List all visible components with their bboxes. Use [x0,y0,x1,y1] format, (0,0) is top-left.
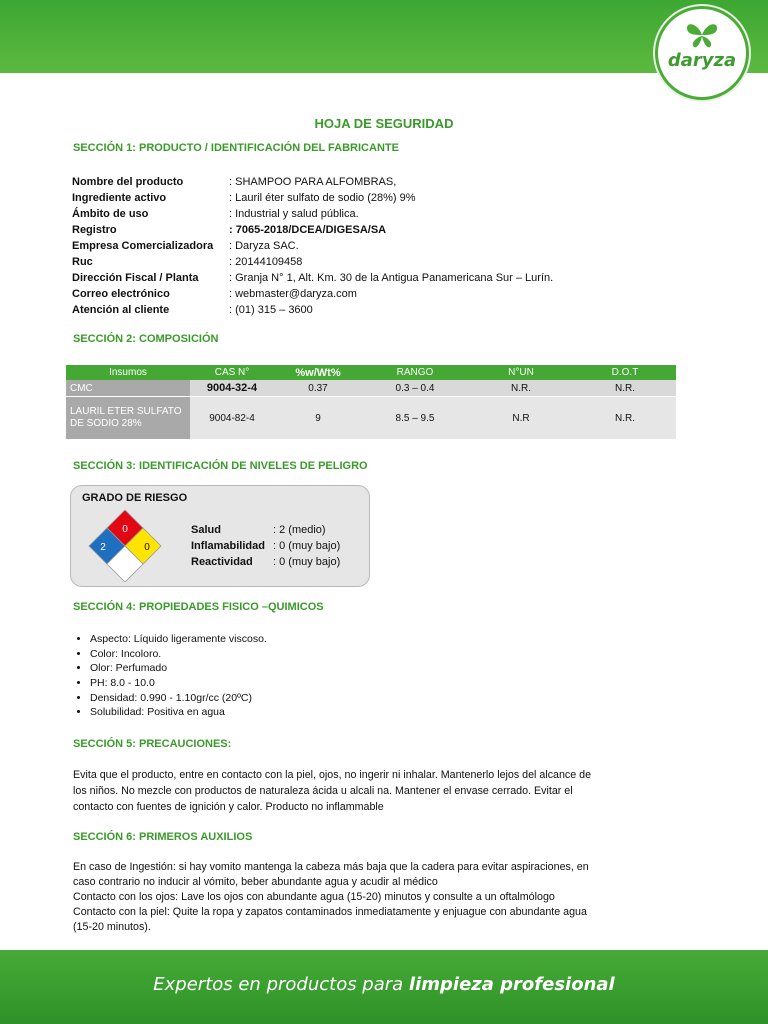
row-label: Reactividad [191,556,253,568]
row-label: Nombre del producto [72,176,184,188]
address-row [72,270,553,286]
column-header: %w/Wt% [274,365,362,380]
column-header: RANGO [362,365,468,380]
customer-service-row [72,302,553,318]
text-line: En caso de Ingestión: si hay vomito mantenga la cabeza más baja que la cadera para evitar aspiraciones, en [73,861,589,873]
table-cell: 9004-82-4 [190,397,274,440]
table-cell: 9004-32-4 [190,380,274,397]
reactivity-row [191,554,340,570]
table-cell: CMC [66,380,190,397]
first-aid-text [73,860,643,935]
section6-heading: SECCIÓN 6: PRIMEROS AUXILIOS [73,831,253,843]
slogan-bold: limpieza profesional [408,974,615,995]
text-line: los niños. No mezcle con productos de naturaleza ácida u alcali na. Mantener el envase cerrado. Evitar el [73,785,573,797]
section4-heading: SECCIÓN 4: PROPIEDADES FISICO –QUIMICOS [73,601,324,613]
product-identification [72,174,553,318]
row-value: : SHAMPOO PARA ALFOMBRAS, [229,176,397,188]
properties-list [73,632,267,720]
footer-slogan [0,974,768,995]
table-row [66,380,676,397]
flammability-value: 0 [122,524,128,535]
text-line: (15-20 minutos). [73,921,151,933]
slogan-plain: Expertos en productos para [153,974,409,995]
row-label: Ámbito de uso [72,208,149,220]
health-row [191,522,340,538]
section3-heading: SECCIÓN 3: IDENTIFICACIÓN DE NIVELES DE PELIGRO [73,460,368,472]
table-cell: N.R. [574,380,676,397]
table-cell: N.R [468,397,574,440]
row-label: Correo electrónico [72,288,170,300]
section1-heading: SECCIÓN 1: PRODUCTO / IDENTIFICACIÓN DEL FABRICANTE [73,142,399,154]
row-label: Dirección Fiscal / Planta [72,272,199,284]
column-header: CAS N° [190,365,274,380]
document-title: HOJA DE SEGURIDAD [314,116,454,131]
table-cell: 0.3 – 0.4 [362,380,468,397]
row-value: : 2 (medio) [273,524,326,536]
list-item: • Solubilidad: Positiva en agua [90,705,267,720]
use-scope-row [72,206,553,222]
row-value: : Daryza SAC. [229,240,299,252]
company-row [72,238,553,254]
risk-grade-box [70,485,370,587]
precautions-text [73,767,643,815]
reactivity-value: 0 [144,542,150,553]
flammability-row [191,538,340,554]
column-header: N°UN [468,365,574,380]
registry-row [72,222,553,238]
list-item: • PH: 8.0 - 10.0 [90,676,267,691]
list-item: • Densidad: 0.990 - 1.10gr/cc (20ºC) [90,691,267,706]
header-bar [0,0,768,73]
section5-heading: SECCIÓN 5: PRECAUCIONES: [73,738,232,750]
row-label: Empresa Comercializadora [72,240,214,252]
nfpa-diamond-icon [85,510,165,582]
table-cell: 0.37 [274,380,362,397]
text-line: Contacto con los ojos: Lave los ojos con abundante agua (15-20) minutos y consulte a un oftalmólogo [73,891,555,903]
row-value: : Granja N° 1, Alt. Km. 30 de la Antigua Panamericana Sur – Lurín. [229,272,554,284]
column-header: D.O.T [574,365,676,380]
row-value: : 20144109458 [229,256,303,268]
row-label: Ruc [72,256,93,268]
table-cell: N.R. [468,380,574,397]
email-row [72,286,553,302]
row-label: Atención al cliente [72,304,170,316]
row-value: : Industrial y salud pública. [229,208,359,220]
butterfly-icon [684,21,720,49]
list-item: • Color: Incoloro. [90,647,267,662]
row-label: Registro [72,224,117,236]
text-line: caso contrario no inducir al vómito, beber abundante agua y acudir al médico [73,876,438,888]
row-value: : (01) 315 – 3600 [229,304,313,316]
row-label: Ingrediente activo [72,192,167,204]
list-item: • Olor: Perfumado [90,661,267,676]
table-cell: 9 [274,397,362,440]
brand-name: daryza [667,50,737,71]
row-value: : Lauril éter sulfato de sodio (28%) 9% [229,192,416,204]
row-value: : 0 (muy bajo) [273,556,341,568]
active-ingredient-row [72,190,553,206]
row-value: : 7065-2018/DCEA/DIGESA/SA [229,224,387,236]
text-line: Evita que el producto, entre en contacto con la piel, ojos, no ingerir ni inhalar. Mantenerlo lejos del alcance de [73,769,592,781]
column-header: Insumos [66,365,190,380]
row-value: : 0 (muy bajo) [273,540,341,552]
table-cell: N.R. [574,397,676,440]
text-line: contacto con fuentes de ignición y calor. Producto no inflammable [73,801,384,813]
row-label: Inflamabilidad [191,540,265,552]
risk-levels [191,522,340,570]
table-header-row [66,365,676,380]
table-row [66,397,676,440]
daryza-logo [655,6,749,100]
row-label: Salud [191,524,221,536]
composition-table [66,365,676,440]
table-cell: 8.5 – 9.5 [362,397,468,440]
section2-heading: SECCIÓN 2: COMPOSICIÓN [73,333,219,345]
table-cell: LAURIL ETER SULFATO DE SODIO 28% [66,397,190,440]
health-value: 2 [100,542,106,553]
product-name-row [72,174,553,190]
text-line: Contacto con la piel: Quite la ropa y zapatos contaminados inmediatamente y enjuague con abundante agua [73,906,587,918]
list-item: • Aspecto: Líquido ligeramente viscoso. [90,632,267,647]
ruc-row [72,254,553,270]
risk-box-title: GRADO DE RIESGO [82,492,188,504]
row-value: : webmaster@daryza.com [229,288,357,300]
